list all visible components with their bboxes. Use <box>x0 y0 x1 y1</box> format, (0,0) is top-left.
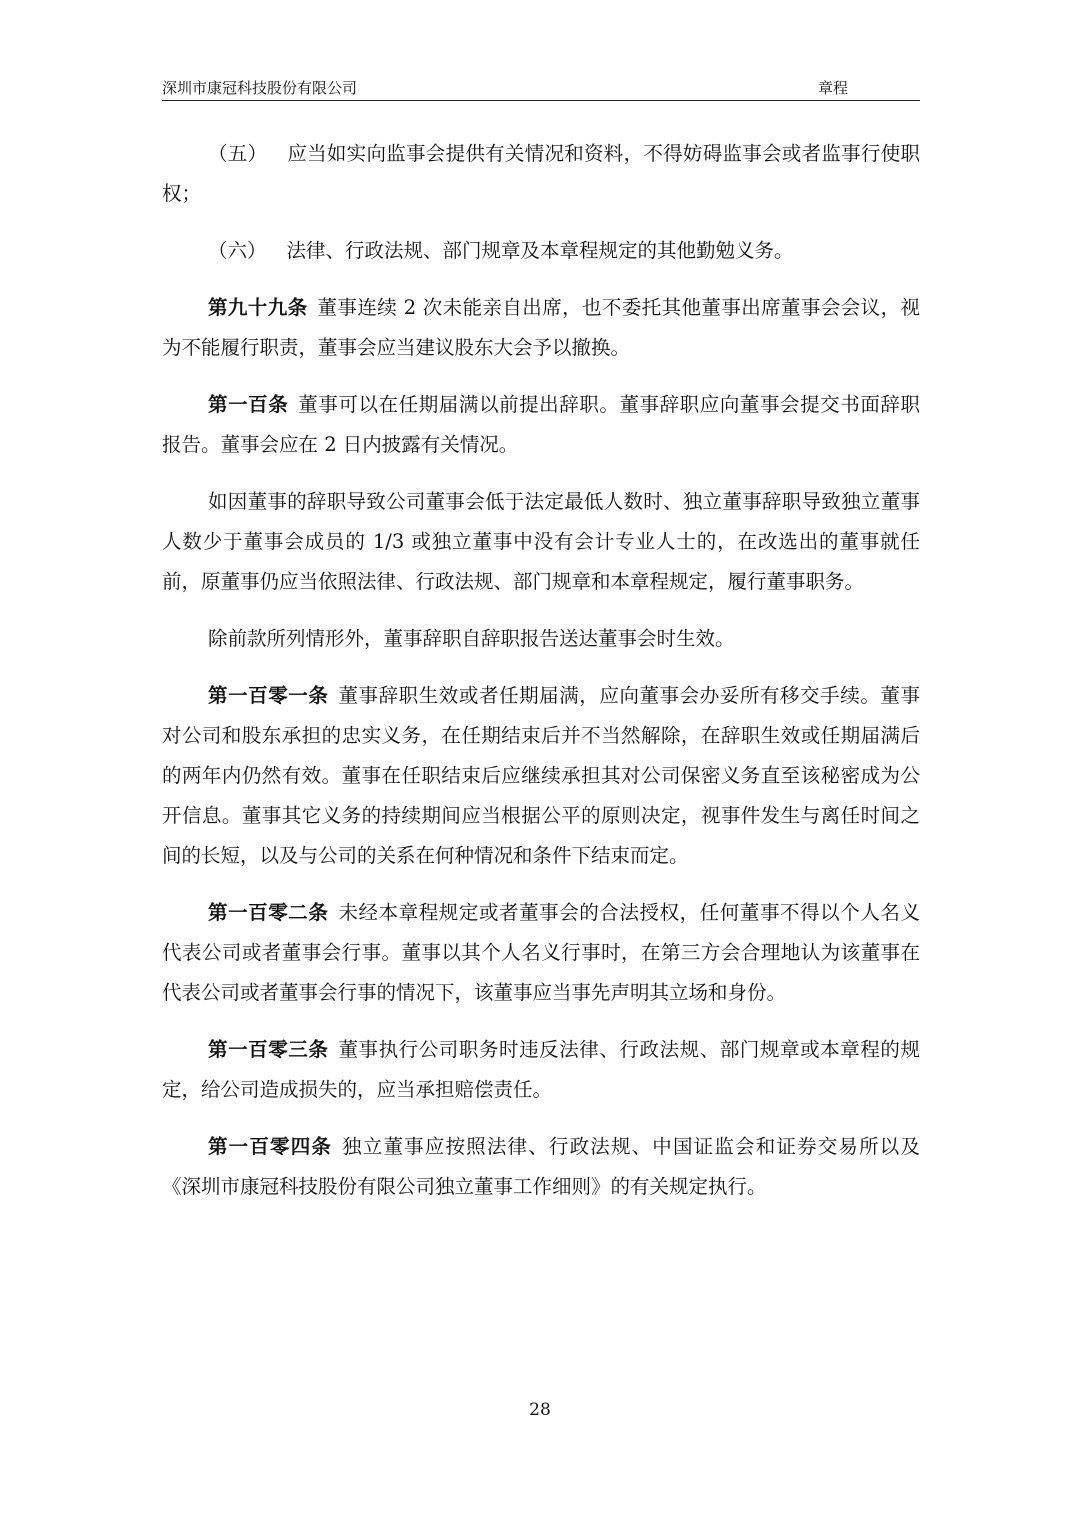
page-header <box>162 76 920 101</box>
list-item-text: 应当如实向监事会提供有关情况和资料，不得妨碍监事会或者监事行使职权； <box>162 142 920 205</box>
article-number: 第一百零二条 <box>208 901 329 924</box>
article-text: 未经本章程规定或者董事会的合法授权，任何董事不得以个人名义代表公司或者董事会行事。董事以其个人名义行事时，在第三方会合理地认为该董事在代表公司或者董事会行事的情况下，该董事应当事先声明其立场和身份。 <box>162 901 920 1004</box>
article-102 <box>162 893 920 1013</box>
article-text: 独立董事应按照法律、行政法规、中国证监会和证券交易所以及《深圳市康冠科技股份有限公司独立董事工作细则》的有关规定执行。 <box>162 1135 920 1198</box>
article-101 <box>162 676 920 876</box>
article-text: 董事连续 2 次未能亲自出席，也不委托其他董事出席董事会会议，视为不能履行职责，董事会应当建议股东大会予以撤换。 <box>162 296 920 359</box>
list-item <box>162 231 920 271</box>
article-99 <box>162 288 920 368</box>
article-text: 董事执行公司职务时违反法律、行政法规、部门规章或本章程的规定，给公司造成损失的，应当承担赔偿责任。 <box>162 1038 920 1101</box>
article-number: 第九十九条 <box>208 296 308 319</box>
document-title: 章程 <box>818 79 849 97</box>
article-104 <box>162 1127 920 1207</box>
article-number: 第一百零三条 <box>208 1038 329 1061</box>
article-number: 第一百零四条 <box>208 1135 333 1158</box>
paragraph: 如因董事的辞职导致公司董事会低于法定最低人数时、独立董事辞职导致独立董事人数少于董事会成员的 1/3 或独立董事中没有会计专业人士的，在改选出的董事就任前，原董事仍应当依照法律、行政法规、部门规章和本章程规定，履行董事职务。 <box>162 490 920 593</box>
list-marker: （五） <box>208 142 268 165</box>
article-number: 第一百条 <box>208 393 289 416</box>
article-text: 董事可以在任期届满以前提出辞职。董事辞职应向董事会提交书面辞职报告。董事会应在 2 日内披露有关情况。 <box>162 393 920 456</box>
list-marker: （六） <box>208 239 267 262</box>
list-item <box>162 134 920 214</box>
list-item-text: 法律、行政法规、部门规章及本章程规定的其他勤勉义务。 <box>286 239 794 262</box>
article-103 <box>162 1030 920 1110</box>
article-number: 第一百零一条 <box>208 684 329 707</box>
article-100 <box>162 385 920 465</box>
page-number: 28 <box>529 1400 551 1420</box>
paragraph: 除前款所列情形外，董事辞职自辞职报告送达董事会时生效。 <box>208 627 735 650</box>
article-text: 董事辞职生效或者任期届满，应向董事会办妥所有移交手续。董事对公司和股东承担的忠实义务，在任期结束后并不当然解除，在辞职生效或任期届满后的两年内仍然有效。董事在任职结束后应继续承担其对公司保密义务直至该秘密成为公开信息。董事其它义务的持续期间应当根据公平的原则决定，视事件发生与离任时间之间的长短，以及与公司的关系在何种情况和条件下结束而定。 <box>162 684 920 867</box>
company-name: 深圳市康冠科技股份有限公司 <box>162 79 358 97</box>
document-body <box>162 134 920 1224</box>
